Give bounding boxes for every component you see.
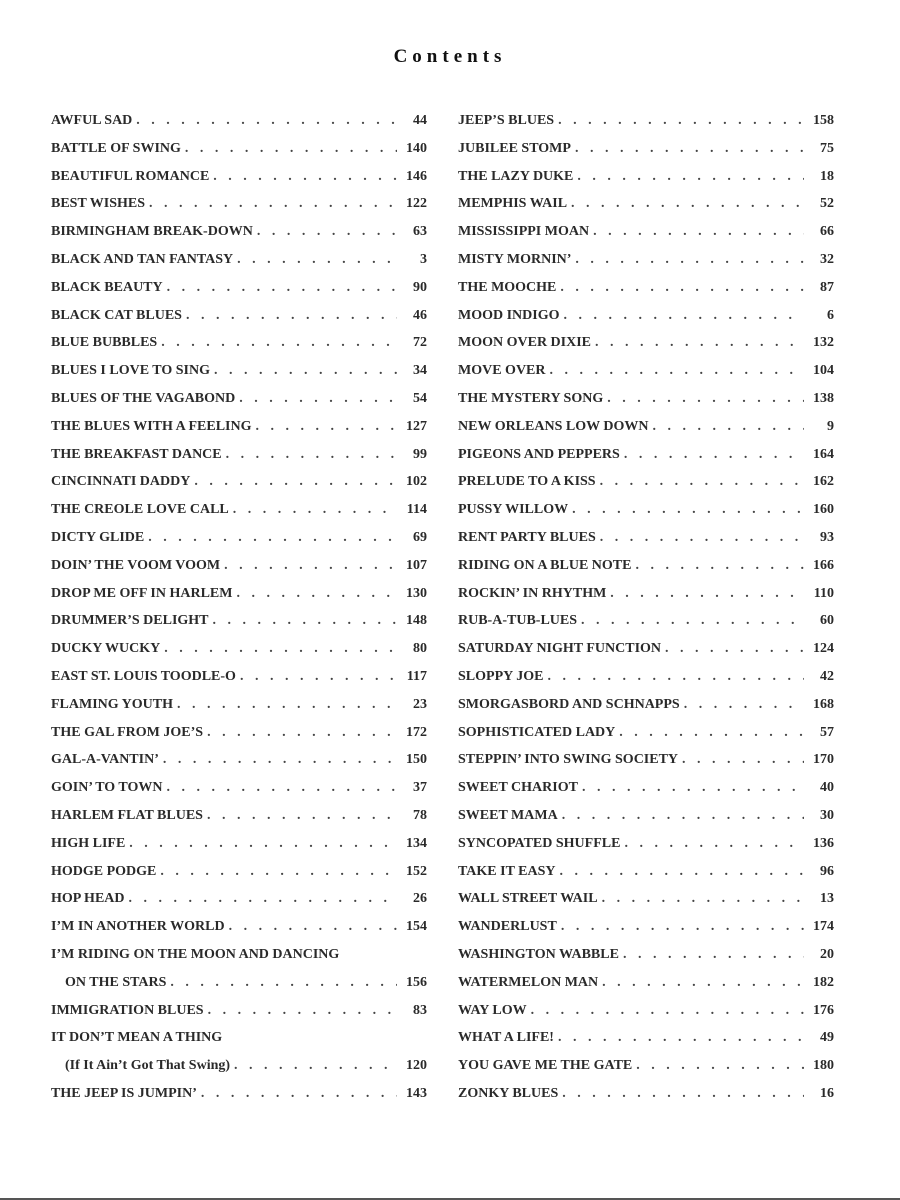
toc-entry — [51, 413, 427, 441]
dot-leader — [149, 190, 397, 218]
toc-entry-title: FLAMING YOUTH — [51, 696, 173, 712]
toc-entry-title: THE GAL FROM JOE’S — [51, 724, 204, 740]
toc-entry-title: SOPHISTICATED LADY — [458, 724, 616, 740]
toc-entry-title: THE LAZY DUKE — [458, 168, 574, 184]
dot-leader — [257, 218, 397, 246]
dot-leader — [562, 1080, 804, 1108]
toc-entry-page-number: 182 — [813, 974, 834, 990]
dot-leader — [600, 524, 804, 552]
toc-entry — [458, 774, 834, 802]
toc-entry-page-number: 156 — [406, 974, 427, 990]
dot-leader — [214, 357, 397, 385]
dot-leader — [170, 969, 397, 997]
dot-leader — [575, 246, 804, 274]
dot-leader — [207, 802, 397, 830]
toc-entry-page-number: 162 — [813, 474, 834, 490]
toc-entry — [51, 635, 427, 663]
toc-entry-page-number: 93 — [820, 529, 834, 545]
toc-entry-title: HODGE PODGE — [51, 863, 157, 879]
toc-entry-title: MISSISSIPPI MOAN — [458, 224, 590, 240]
toc-entry-title: DICTY GLIDE — [51, 529, 145, 545]
toc-entry — [51, 969, 427, 997]
dot-leader — [610, 580, 804, 608]
toc-entry — [51, 691, 427, 719]
toc-entry-title: WHAT A LIFE! — [458, 1030, 554, 1046]
dot-leader — [558, 1024, 804, 1052]
toc-entry-page-number: 174 — [813, 919, 834, 935]
contents-right-column — [458, 107, 834, 1108]
toc-entry — [51, 858, 427, 886]
toc-entry — [458, 218, 834, 246]
dot-leader — [201, 1080, 397, 1108]
toc-entry-title: IT DON’T MEAN A THING — [51, 1030, 223, 1046]
toc-entry-title: DUCKY WUCKY — [51, 641, 161, 657]
dot-leader — [163, 746, 397, 774]
toc-entry-title: ROCKIN’ IN RHYTHM — [458, 585, 607, 601]
toc-entry-title: TAKE IT EASY — [458, 863, 556, 879]
toc-entry-page-number: 34 — [413, 363, 427, 379]
dot-leader — [213, 163, 397, 191]
dot-leader — [600, 468, 804, 496]
toc-entry — [51, 802, 427, 830]
toc-entry — [51, 357, 427, 385]
toc-entry — [51, 997, 427, 1025]
toc-entry-page-number: 143 — [406, 1085, 427, 1101]
dot-leader — [129, 885, 397, 913]
toc-entry-title: GAL-A-VANTIN’ — [51, 752, 159, 768]
toc-entry-title: BIRMINGHAM BREAK-DOWN — [51, 224, 253, 240]
page-title: Contents — [393, 46, 507, 67]
toc-entry — [458, 552, 834, 580]
dot-leader — [560, 858, 804, 886]
toc-entry-title: HIGH LIFE — [51, 835, 126, 851]
toc-entry-title: WAY LOW — [458, 1002, 527, 1018]
toc-entry — [51, 246, 427, 274]
toc-entry-page-number: 160 — [813, 502, 834, 518]
dot-leader — [208, 997, 397, 1025]
dot-leader — [167, 774, 397, 802]
toc-entry-title: (If It Ain’t Got That Swing) — [65, 1058, 231, 1074]
toc-entry-title: BEST WISHES — [51, 196, 146, 212]
dot-leader — [665, 635, 804, 663]
dot-leader — [136, 107, 397, 135]
dot-leader — [233, 496, 397, 524]
toc-entry-title: THE BLUES WITH A FEELING — [51, 418, 252, 434]
toc-entry-page-number: 60 — [820, 613, 834, 629]
toc-entry-title: SYNCOPATED SHUFFLE — [458, 835, 621, 851]
toc-entry-page-number: 32 — [820, 251, 834, 267]
dot-leader — [602, 885, 804, 913]
toc-entry-title: MEMPHIS WAIL — [458, 196, 568, 212]
toc-entry-page-number: 172 — [406, 724, 427, 740]
dot-leader — [167, 274, 397, 302]
toc-entry-title: I’M RIDING ON THE MOON AND DANCING — [51, 946, 340, 962]
toc-entry-title: PUSSY WILLOW — [458, 502, 569, 518]
dot-leader — [607, 385, 804, 413]
toc-entry — [51, 580, 427, 608]
toc-entry-page-number: 83 — [413, 1002, 427, 1018]
dot-leader — [561, 913, 804, 941]
toc-entry-page-number: 114 — [406, 502, 427, 518]
toc-entry — [458, 385, 834, 413]
dot-leader — [682, 746, 804, 774]
toc-entry-title: THE MOOCHE — [458, 279, 557, 295]
toc-entry-page-number: 37 — [413, 780, 427, 796]
toc-entry-page-number: 63 — [413, 224, 427, 240]
toc-entry-page-number: 80 — [413, 641, 427, 657]
toc-entry — [51, 1024, 427, 1052]
toc-entry-page-number: 46 — [413, 307, 427, 323]
toc-entry-page-number: 96 — [820, 863, 834, 879]
toc-entry — [51, 441, 427, 469]
toc-entry-title: MOVE OVER — [458, 363, 546, 379]
toc-entry — [458, 885, 834, 913]
toc-entry-page-number: 110 — [813, 585, 834, 601]
toc-entry — [458, 941, 834, 969]
toc-entry — [458, 302, 834, 330]
toc-entry — [458, 524, 834, 552]
toc-entry-title: BLUES I LOVE TO SING — [51, 363, 210, 379]
toc-entry-page-number: 120 — [406, 1058, 427, 1074]
dot-leader — [186, 302, 397, 330]
toc-entry-title: HARLEM FLAT BLUES — [51, 807, 203, 823]
toc-entry-title: WANDERLUST — [458, 919, 557, 935]
toc-entry-page-number: 75 — [820, 140, 834, 156]
toc-entry — [51, 524, 427, 552]
toc-entry — [51, 218, 427, 246]
toc-entry — [458, 719, 834, 747]
toc-entry-title: MOOD INDIGO — [458, 307, 560, 323]
dot-leader — [624, 441, 804, 469]
toc-entry — [51, 885, 427, 913]
toc-entry — [458, 135, 834, 163]
toc-entry-page-number: 57 — [820, 724, 834, 740]
toc-entry-page-number: 166 — [813, 557, 834, 573]
toc-entry-title: RIDING ON A BLUE NOTE — [458, 557, 632, 573]
dot-leader — [636, 1052, 804, 1080]
toc-entry-page-number: 122 — [406, 196, 427, 212]
toc-entry — [458, 691, 834, 719]
toc-entry-title: BLACK BEAUTY — [51, 279, 163, 295]
toc-entry — [51, 163, 427, 191]
dot-leader — [236, 580, 397, 608]
toc-entry — [458, 746, 834, 774]
toc-entry — [51, 496, 427, 524]
toc-entry-page-number: 146 — [406, 168, 427, 184]
toc-entry-title: PIGEONS AND PEPPERS — [458, 446, 620, 462]
toc-entry — [458, 913, 834, 941]
toc-entry-page-number: 30 — [820, 807, 834, 823]
toc-entry — [458, 246, 834, 274]
dot-leader — [213, 607, 397, 635]
toc-entry-page-number: 3 — [420, 251, 427, 267]
dot-leader — [161, 329, 397, 357]
dot-leader — [652, 413, 804, 441]
toc-entry — [458, 190, 834, 218]
toc-entry-page-number: 168 — [813, 696, 834, 712]
toc-entry-page-number: 69 — [413, 529, 427, 545]
toc-entry-title: NEW ORLEANS LOW DOWN — [458, 418, 649, 434]
toc-entry-page-number: 66 — [820, 224, 834, 240]
toc-entry — [458, 163, 834, 191]
toc-entry-title: BATTLE OF SWING — [51, 140, 181, 156]
contents-left-column — [51, 107, 427, 1108]
dot-leader — [560, 274, 804, 302]
toc-entry-page-number: 164 — [813, 446, 834, 462]
dot-leader — [547, 663, 804, 691]
dot-leader — [595, 329, 804, 357]
dot-leader — [185, 135, 397, 163]
dot-leader — [207, 719, 397, 747]
toc-entry-title: JEEP’S BLUES — [458, 113, 555, 128]
toc-entry-page-number: 130 — [406, 585, 427, 601]
toc-entry-title: YOU GAVE ME THE GATE — [458, 1058, 633, 1074]
dot-leader — [619, 719, 804, 747]
toc-entry-page-number: 176 — [813, 1002, 834, 1018]
dot-leader — [226, 441, 397, 469]
toc-entry-title: HOP HEAD — [51, 891, 125, 907]
toc-entry-page-number: 72 — [413, 335, 427, 351]
toc-entry — [51, 274, 427, 302]
toc-entry — [458, 635, 834, 663]
dot-leader — [129, 830, 397, 858]
toc-entry — [51, 385, 427, 413]
toc-entry-page-number: 42 — [820, 668, 834, 684]
toc-entry — [458, 1080, 834, 1108]
toc-entry-title: BLACK CAT BLUES — [51, 307, 182, 323]
toc-entry-page-number: 148 — [406, 613, 427, 629]
dot-leader — [229, 913, 397, 941]
toc-entry — [458, 329, 834, 357]
dot-leader — [164, 635, 397, 663]
toc-entry — [51, 329, 427, 357]
toc-entry — [51, 190, 427, 218]
toc-entry — [458, 1024, 834, 1052]
dot-leader — [255, 413, 397, 441]
dot-leader — [562, 802, 804, 830]
dot-leader — [148, 524, 397, 552]
toc-entry-page-number: 107 — [406, 557, 427, 573]
toc-entry-title: PRELUDE TO A KISS — [458, 474, 596, 490]
toc-entry-page-number: 136 — [813, 835, 834, 851]
toc-entry-title: STEPPIN’ INTO SWING SOCIETY — [458, 752, 679, 768]
dot-leader — [224, 552, 397, 580]
toc-entry — [51, 135, 427, 163]
toc-entry-page-number: 54 — [413, 390, 427, 406]
toc-entry-page-number: 134 — [406, 835, 427, 851]
toc-entry-page-number: 138 — [813, 390, 834, 406]
toc-entry — [51, 607, 427, 635]
toc-entry — [458, 413, 834, 441]
toc-entry — [458, 663, 834, 691]
toc-entry-title: MOON OVER DIXIE — [458, 335, 592, 351]
toc-entry-page-number: 87 — [820, 279, 834, 295]
toc-entry-title: SWEET CHARIOT — [458, 780, 578, 796]
toc-entry-title: BLUE BUBBLES — [51, 335, 158, 351]
dot-leader — [577, 163, 804, 191]
dot-leader — [558, 107, 804, 135]
dot-leader — [531, 997, 804, 1025]
dot-leader — [239, 385, 397, 413]
toc-entry-title: DOIN’ THE VOOM VOOM — [51, 557, 221, 573]
toc-entry — [458, 830, 834, 858]
toc-entry-title: MISTY MORNIN’ — [458, 251, 572, 267]
toc-entry-page-number: 140 — [406, 140, 427, 156]
toc-entry-page-number: 117 — [406, 668, 427, 684]
toc-entry — [458, 607, 834, 635]
toc-entry — [51, 913, 427, 941]
toc-entry-title: I’M IN ANOTHER WORLD — [51, 919, 225, 935]
toc-entry-page-number: 124 — [813, 641, 834, 657]
dot-leader — [635, 552, 804, 580]
toc-entry-page-number: 13 — [820, 891, 834, 907]
dot-leader — [572, 496, 804, 524]
toc-entry-title: ON THE STARS — [65, 974, 167, 990]
toc-entry-title: CINCINNATI DADDY — [51, 474, 191, 490]
dot-leader — [623, 941, 804, 969]
toc-entry-title: THE JEEP IS JUMPIN’ — [51, 1085, 197, 1101]
toc-entry-page-number: 127 — [406, 418, 427, 434]
toc-entry — [51, 552, 427, 580]
toc-entry-page-number: 90 — [413, 279, 427, 295]
dot-leader — [194, 468, 397, 496]
toc-entry-title: AWFUL SAD — [51, 113, 133, 128]
toc-entry-title: SWEET MAMA — [458, 807, 558, 823]
toc-entry-title: JUBILEE STOMP — [458, 140, 571, 156]
toc-entry-page-number: 40 — [820, 780, 834, 796]
toc-entry-page-number: 20 — [820, 946, 834, 962]
toc-entry-page-number: 44 — [413, 113, 427, 128]
dot-leader — [624, 830, 804, 858]
toc-entry — [458, 858, 834, 886]
dot-leader — [571, 190, 804, 218]
toc-entry — [458, 441, 834, 469]
toc-entry — [51, 830, 427, 858]
toc-entry — [51, 774, 427, 802]
toc-entry — [458, 580, 834, 608]
toc-entry-title: WALL STREET WAIL — [458, 891, 598, 907]
toc-entry-title: DRUMMER’S DELIGHT — [51, 613, 209, 629]
toc-entry-title: RUB-A-TUB-LUES — [458, 613, 578, 629]
toc-entry-title: THE BREAKFAST DANCE — [51, 446, 222, 462]
dot-leader — [237, 246, 397, 274]
dot-leader — [564, 302, 805, 330]
toc-entry-page-number: 154 — [406, 919, 427, 935]
toc-entry-page-number: 170 — [813, 752, 834, 768]
toc-entry — [51, 1052, 427, 1080]
toc-entry — [458, 357, 834, 385]
toc-entry-page-number: 23 — [413, 696, 427, 712]
toc-entry-title: BLACK AND TAN FANTASY — [51, 251, 234, 267]
dot-leader — [582, 774, 804, 802]
toc-entry-title: SMORGASBORD AND SCHNAPPS — [458, 696, 680, 712]
toc-entry-page-number: 18 — [820, 168, 834, 184]
toc-entry — [51, 941, 427, 969]
toc-entry-page-number: 52 — [820, 196, 834, 212]
dot-leader — [550, 357, 805, 385]
toc-entry — [458, 274, 834, 302]
toc-entry-title: BEAUTIFUL ROMANCE — [51, 168, 210, 184]
toc-entry-page-number: 6 — [827, 307, 834, 323]
dot-leader — [593, 218, 804, 246]
toc-entry — [458, 496, 834, 524]
toc-entry — [51, 468, 427, 496]
toc-entry-page-number: 9 — [827, 418, 834, 434]
toc-entry — [51, 302, 427, 330]
toc-entry-page-number: 78 — [413, 807, 427, 823]
toc-entry-title: SLOPPY JOE — [458, 668, 544, 684]
toc-entry — [458, 468, 834, 496]
dot-leader — [684, 691, 804, 719]
toc-entry — [51, 746, 427, 774]
toc-entry — [51, 1080, 427, 1108]
toc-entry-title: GOIN’ TO TOWN — [51, 780, 163, 796]
toc-entry-title: THE CREOLE LOVE CALL — [51, 502, 229, 518]
toc-entry — [51, 663, 427, 691]
toc-entry-title: RENT PARTY BLUES — [458, 529, 596, 545]
toc-entry-title: BLUES OF THE VAGABOND — [51, 390, 236, 406]
dot-leader — [234, 1052, 397, 1080]
toc-entry — [51, 107, 427, 135]
toc-entry-title: EAST ST. LOUIS TOODLE-O — [51, 668, 236, 684]
toc-entry-page-number: 150 — [406, 752, 427, 768]
toc-entry-page-number: 102 — [406, 474, 427, 490]
toc-entry-page-number: 104 — [813, 363, 834, 379]
toc-entry — [458, 802, 834, 830]
dot-leader — [160, 858, 397, 886]
toc-entry — [458, 969, 834, 997]
toc-entry-page-number: 152 — [406, 863, 427, 879]
toc-entry-page-number: 16 — [820, 1085, 834, 1101]
toc-entry-page-number: 180 — [813, 1058, 834, 1074]
dot-leader — [575, 135, 804, 163]
toc-entry — [51, 719, 427, 747]
toc-entry — [458, 1052, 834, 1080]
toc-entry — [458, 107, 834, 135]
toc-entry-page-number: 132 — [813, 335, 834, 351]
toc-entry-page-number: 158 — [813, 113, 834, 128]
dot-leader — [240, 663, 397, 691]
toc-entry-title: SATURDAY NIGHT FUNCTION — [458, 641, 662, 657]
toc-entry-title: DROP ME OFF IN HARLEM — [51, 585, 233, 601]
dot-leader — [581, 607, 804, 635]
toc-entry-title: WATERMELON MAN — [458, 974, 599, 990]
toc-entry-page-number: 26 — [413, 891, 427, 907]
toc-entry-title: ZONKY BLUES — [458, 1085, 559, 1101]
toc-entry-title: IMMIGRATION BLUES — [51, 1002, 204, 1018]
toc-entry-title: THE MYSTERY SONG — [458, 390, 604, 406]
toc-entry — [458, 997, 834, 1025]
toc-entry-title: WASHINGTON WABBLE — [458, 946, 619, 962]
dot-leader — [177, 691, 397, 719]
dot-leader — [602, 969, 804, 997]
toc-entry-page-number: 99 — [413, 446, 427, 462]
toc-entry-page-number: 49 — [820, 1030, 834, 1046]
